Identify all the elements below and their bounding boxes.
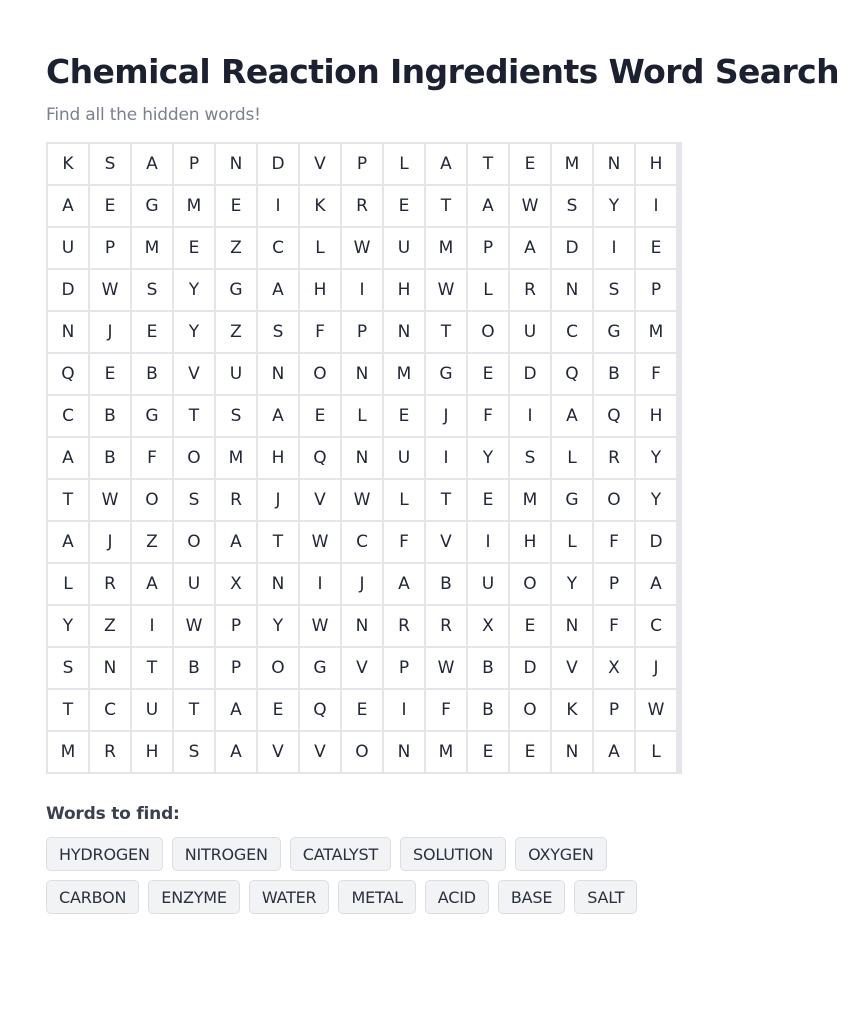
grid-cell[interactable]: H [636, 144, 676, 184]
grid-cell[interactable]: D [510, 354, 550, 394]
grid-cell[interactable]: R [90, 732, 130, 772]
grid-cell[interactable]: T [48, 480, 88, 520]
grid-cell[interactable]: S [174, 732, 214, 772]
grid-cell[interactable]: Z [90, 606, 130, 646]
grid-cell[interactable]: I [132, 606, 172, 646]
grid-cell[interactable]: Y [636, 480, 676, 520]
grid-cell[interactable]: S [90, 144, 130, 184]
grid-cell[interactable]: L [384, 144, 424, 184]
grid-cell[interactable]: N [258, 354, 298, 394]
grid-cell[interactable]: Z [216, 228, 256, 268]
grid-cell[interactable]: M [48, 732, 88, 772]
grid-cell[interactable]: A [258, 396, 298, 436]
grid-cell[interactable]: F [384, 522, 424, 562]
grid-cell[interactable]: N [384, 312, 424, 352]
grid-cell[interactable]: J [342, 564, 382, 604]
grid-cell[interactable]: O [174, 438, 214, 478]
grid-cell[interactable]: M [216, 438, 256, 478]
word-chip: BASE [498, 880, 565, 914]
grid-cell[interactable]: W [174, 606, 214, 646]
grid-cell[interactable]: N [216, 144, 256, 184]
grid-cell[interactable]: P [594, 690, 634, 730]
word-chip: METAL [338, 880, 415, 914]
grid-cell[interactable]: S [48, 648, 88, 688]
words-heading: Words to find: [46, 804, 180, 824]
grid-cell[interactable]: K [552, 690, 592, 730]
grid-cell[interactable]: A [636, 564, 676, 604]
grid-cell[interactable]: A [384, 564, 424, 604]
grid-cell[interactable]: S [552, 186, 592, 226]
word-chip: WATER [249, 880, 330, 914]
grid-cell[interactable]: B [90, 396, 130, 436]
grid-cell[interactable]: V [426, 522, 466, 562]
grid-cell[interactable]: V [300, 144, 340, 184]
grid-cell[interactable]: E [384, 396, 424, 436]
grid-cell[interactable]: T [48, 690, 88, 730]
grid-cell[interactable]: G [132, 186, 172, 226]
grid-cell[interactable]: Z [216, 312, 256, 352]
grid-cell[interactable]: I [258, 186, 298, 226]
grid-cell[interactable]: N [594, 144, 634, 184]
grid-cell[interactable]: M [384, 354, 424, 394]
grid-cell[interactable]: E [216, 186, 256, 226]
grid-cell[interactable]: T [468, 144, 508, 184]
grid-cell[interactable]: R [216, 480, 256, 520]
grid-cell[interactable]: W [510, 186, 550, 226]
grid-cell[interactable]: A [48, 438, 88, 478]
grid-cell[interactable]: E [90, 186, 130, 226]
grid-cell[interactable]: Y [636, 438, 676, 478]
grid-cell[interactable]: P [468, 228, 508, 268]
grid-cell[interactable]: A [132, 144, 172, 184]
grid-cell[interactable]: A [216, 732, 256, 772]
letter-grid [46, 142, 682, 774]
grid-cell[interactable]: M [636, 312, 676, 352]
word-chip: CARBON [46, 880, 139, 914]
grid-cell[interactable]: D [258, 144, 298, 184]
grid-cell[interactable]: C [342, 522, 382, 562]
grid-cell[interactable]: C [48, 396, 88, 436]
grid-cell[interactable]: Y [174, 270, 214, 310]
grid-cell[interactable]: R [342, 186, 382, 226]
word-chip: SALT [574, 880, 637, 914]
grid-cell[interactable]: A [132, 564, 172, 604]
grid-cell[interactable]: P [636, 270, 676, 310]
grid-cell[interactable]: K [300, 186, 340, 226]
grid-cell[interactable]: S [216, 396, 256, 436]
grid-cell[interactable]: V [258, 732, 298, 772]
grid-cell[interactable]: S [594, 270, 634, 310]
grid-cell[interactable]: F [132, 438, 172, 478]
grid-cell[interactable]: D [636, 522, 676, 562]
grid-cell[interactable]: C [258, 228, 298, 268]
grid-cell[interactable]: L [552, 522, 592, 562]
grid-cell[interactable]: R [90, 564, 130, 604]
word-chip: ENZYME [148, 880, 240, 914]
grid-cell[interactable]: F [594, 606, 634, 646]
grid-cell[interactable]: U [510, 312, 550, 352]
grid-cell[interactable]: V [342, 648, 382, 688]
grid-cell[interactable]: M [552, 144, 592, 184]
grid-cell[interactable]: B [594, 354, 634, 394]
grid-cell[interactable]: O [258, 648, 298, 688]
grid-cell[interactable]: O [510, 690, 550, 730]
grid-cell[interactable]: A [258, 270, 298, 310]
grid-cell[interactable]: D [552, 228, 592, 268]
grid-cell[interactable]: O [510, 564, 550, 604]
grid-cell[interactable]: O [468, 312, 508, 352]
grid-cell[interactable]: E [636, 228, 676, 268]
grid-cell[interactable]: V [552, 648, 592, 688]
grid-cell[interactable]: B [174, 648, 214, 688]
grid-cell[interactable]: T [426, 186, 466, 226]
grid-cell[interactable]: Y [594, 186, 634, 226]
grid-cell[interactable]: E [468, 732, 508, 772]
grid-cell[interactable]: F [636, 354, 676, 394]
grid-cell[interactable]: S [132, 270, 172, 310]
grid-cell[interactable]: Q [552, 354, 592, 394]
grid-cell[interactable]: D [510, 648, 550, 688]
grid-cell[interactable]: R [594, 438, 634, 478]
grid-cell[interactable]: Y [258, 606, 298, 646]
grid-cell[interactable]: H [300, 270, 340, 310]
grid-cell[interactable]: W [342, 228, 382, 268]
grid-cell[interactable]: W [90, 270, 130, 310]
grid-cell[interactable]: E [342, 690, 382, 730]
grid-cell[interactable]: B [426, 564, 466, 604]
grid-cell[interactable]: W [342, 480, 382, 520]
grid-cell[interactable]: T [132, 648, 172, 688]
grid-cell[interactable]: E [510, 144, 550, 184]
grid-cell[interactable]: E [90, 354, 130, 394]
grid-cell[interactable]: L [636, 732, 676, 772]
grid-cell[interactable]: L [300, 228, 340, 268]
grid-cell[interactable]: L [552, 438, 592, 478]
grid-cell[interactable]: X [594, 648, 634, 688]
word-chip: HYDROGEN [46, 837, 163, 871]
grid-cell[interactable]: Q [48, 354, 88, 394]
grid-cell[interactable]: B [468, 648, 508, 688]
grid-cell[interactable]: V [300, 732, 340, 772]
grid-cell[interactable]: U [132, 690, 172, 730]
grid-cell[interactable]: U [174, 564, 214, 604]
grid-cell[interactable]: W [90, 480, 130, 520]
grid-cell[interactable]: I [636, 186, 676, 226]
grid-cell[interactable]: A [510, 228, 550, 268]
grid-cell[interactable]: B [132, 354, 172, 394]
grid-cell[interactable]: N [384, 732, 424, 772]
grid-cell[interactable]: T [258, 522, 298, 562]
word-chip: NITROGEN [172, 837, 281, 871]
grid-cell[interactable]: Y [48, 606, 88, 646]
grid-cell[interactable]: U [468, 564, 508, 604]
grid-cell[interactable]: C [552, 312, 592, 352]
word-chip: OXYGEN [515, 837, 607, 871]
grid-cell[interactable]: G [216, 270, 256, 310]
grid-cell[interactable]: N [258, 564, 298, 604]
grid-cell[interactable]: E [384, 186, 424, 226]
grid-cell[interactable]: P [342, 312, 382, 352]
grid-cell[interactable]: I [468, 522, 508, 562]
grid-cell[interactable]: I [384, 690, 424, 730]
grid-cell[interactable]: E [174, 228, 214, 268]
grid-cell[interactable]: M [174, 186, 214, 226]
grid-cell[interactable]: M [426, 228, 466, 268]
grid-cell[interactable]: G [132, 396, 172, 436]
grid-cell[interactable]: H [636, 396, 676, 436]
grid-cell[interactable]: Y [174, 312, 214, 352]
grid-cell[interactable]: N [552, 606, 592, 646]
grid-cell[interactable]: S [258, 312, 298, 352]
grid-cell[interactable]: A [594, 732, 634, 772]
grid-cell[interactable]: C [636, 606, 676, 646]
word-list [46, 837, 686, 914]
grid-cell[interactable]: I [510, 396, 550, 436]
grid-cell[interactable]: J [258, 480, 298, 520]
grid-cell[interactable]: L [342, 396, 382, 436]
grid-cell[interactable]: J [636, 648, 676, 688]
word-chip: ACID [425, 880, 489, 914]
grid-cell[interactable]: A [468, 186, 508, 226]
grid-cell[interactable]: N [552, 270, 592, 310]
grid-cell[interactable]: J [426, 396, 466, 436]
grid-cell[interactable]: A [48, 522, 88, 562]
grid-cell[interactable]: P [216, 648, 256, 688]
grid-cell[interactable]: Y [468, 438, 508, 478]
grid-cell[interactable]: A [48, 186, 88, 226]
grid-cell[interactable]: M [426, 732, 466, 772]
grid-cell[interactable]: L [48, 564, 88, 604]
word-chip: CATALYST [290, 837, 391, 871]
grid-cell[interactable]: G [426, 354, 466, 394]
grid-cell[interactable]: W [300, 522, 340, 562]
grid-cell[interactable]: P [216, 606, 256, 646]
grid-cell[interactable]: W [300, 606, 340, 646]
grid-cell[interactable]: U [384, 228, 424, 268]
grid-cell[interactable]: C [90, 690, 130, 730]
grid-cell[interactable]: G [594, 312, 634, 352]
grid-cell[interactable]: A [216, 690, 256, 730]
grid-cell[interactable]: Q [300, 438, 340, 478]
grid-cell[interactable]: E [468, 480, 508, 520]
grid-cell[interactable]: L [468, 270, 508, 310]
grid-cell[interactable]: E [510, 732, 550, 772]
grid-cell[interactable]: W [426, 270, 466, 310]
grid-cell[interactable]: H [132, 732, 172, 772]
grid-cell[interactable]: N [90, 648, 130, 688]
grid-cell[interactable]: F [300, 312, 340, 352]
grid-cell[interactable]: N [552, 732, 592, 772]
word-chip: SOLUTION [400, 837, 506, 871]
grid-cell[interactable]: D [48, 270, 88, 310]
grid-cell[interactable]: J [90, 522, 130, 562]
grid-cell[interactable]: M [132, 228, 172, 268]
grid-cell[interactable]: R [510, 270, 550, 310]
grid-cell[interactable]: F [594, 522, 634, 562]
grid-cell[interactable]: P [90, 228, 130, 268]
grid-cell[interactable]: E [132, 312, 172, 352]
grid-cell[interactable]: Z [132, 522, 172, 562]
grid-cell[interactable]: U [384, 438, 424, 478]
grid-cell[interactable]: H [258, 438, 298, 478]
grid-cell[interactable]: F [468, 396, 508, 436]
grid-cell[interactable]: I [300, 564, 340, 604]
grid-cell[interactable]: A [426, 144, 466, 184]
grid-cell[interactable]: O [342, 732, 382, 772]
grid-cell[interactable]: E [258, 690, 298, 730]
grid-cell[interactable]: G [300, 648, 340, 688]
grid-cell[interactable]: N [342, 354, 382, 394]
grid-cell[interactable]: Y [552, 564, 592, 604]
grid-cell[interactable]: L [384, 480, 424, 520]
grid-cell[interactable]: A [216, 522, 256, 562]
grid-cell[interactable]: N [342, 606, 382, 646]
grid-cell[interactable]: W [426, 648, 466, 688]
page-subtitle: Find all the hidden words! [46, 105, 261, 125]
grid-cell[interactable]: U [48, 228, 88, 268]
grid-cell[interactable]: T [174, 690, 214, 730]
grid-cell[interactable]: B [90, 438, 130, 478]
grid-cell[interactable]: N [48, 312, 88, 352]
grid-cell[interactable]: Q [594, 396, 634, 436]
page-title: Chemical Reaction Ingredients Word Search [46, 52, 839, 91]
grid-cell[interactable]: U [216, 354, 256, 394]
grid-cell[interactable]: I [342, 270, 382, 310]
grid-cell[interactable]: M [510, 480, 550, 520]
grid-cell[interactable]: I [594, 228, 634, 268]
grid-cell[interactable]: A [552, 396, 592, 436]
grid-cell[interactable]: O [132, 480, 172, 520]
grid-cell[interactable]: P [594, 564, 634, 604]
grid-cell[interactable]: T [174, 396, 214, 436]
grid-cell[interactable]: T [426, 312, 466, 352]
grid-cell[interactable]: B [468, 690, 508, 730]
grid-cell[interactable]: N [342, 438, 382, 478]
grid-cell[interactable]: G [552, 480, 592, 520]
grid-cell[interactable]: H [384, 270, 424, 310]
grid-cell[interactable]: O [300, 354, 340, 394]
grid-cell[interactable]: T [426, 480, 466, 520]
grid-cell[interactable]: K [48, 144, 88, 184]
grid-cell[interactable]: X [468, 606, 508, 646]
grid-cell[interactable]: P [384, 648, 424, 688]
grid-cell[interactable]: E [468, 354, 508, 394]
grid-cell[interactable]: F [426, 690, 466, 730]
grid-cell[interactable]: E [300, 396, 340, 436]
grid-cell[interactable]: J [90, 312, 130, 352]
grid-cell[interactable]: R [426, 606, 466, 646]
grid-cell[interactable]: Q [300, 690, 340, 730]
grid-cell[interactable]: H [510, 522, 550, 562]
grid-cell[interactable]: W [636, 690, 676, 730]
grid-cell[interactable]: O [174, 522, 214, 562]
grid-cell[interactable]: P [174, 144, 214, 184]
grid-cell[interactable]: S [174, 480, 214, 520]
grid-cell[interactable]: X [216, 564, 256, 604]
grid-cell[interactable]: V [300, 480, 340, 520]
grid-cell[interactable]: V [174, 354, 214, 394]
grid-cell[interactable]: S [510, 438, 550, 478]
grid-cell[interactable]: O [594, 480, 634, 520]
grid-cell[interactable]: P [342, 144, 382, 184]
grid-cell[interactable]: R [384, 606, 424, 646]
grid-cell[interactable]: I [426, 438, 466, 478]
grid-cell[interactable]: E [510, 606, 550, 646]
